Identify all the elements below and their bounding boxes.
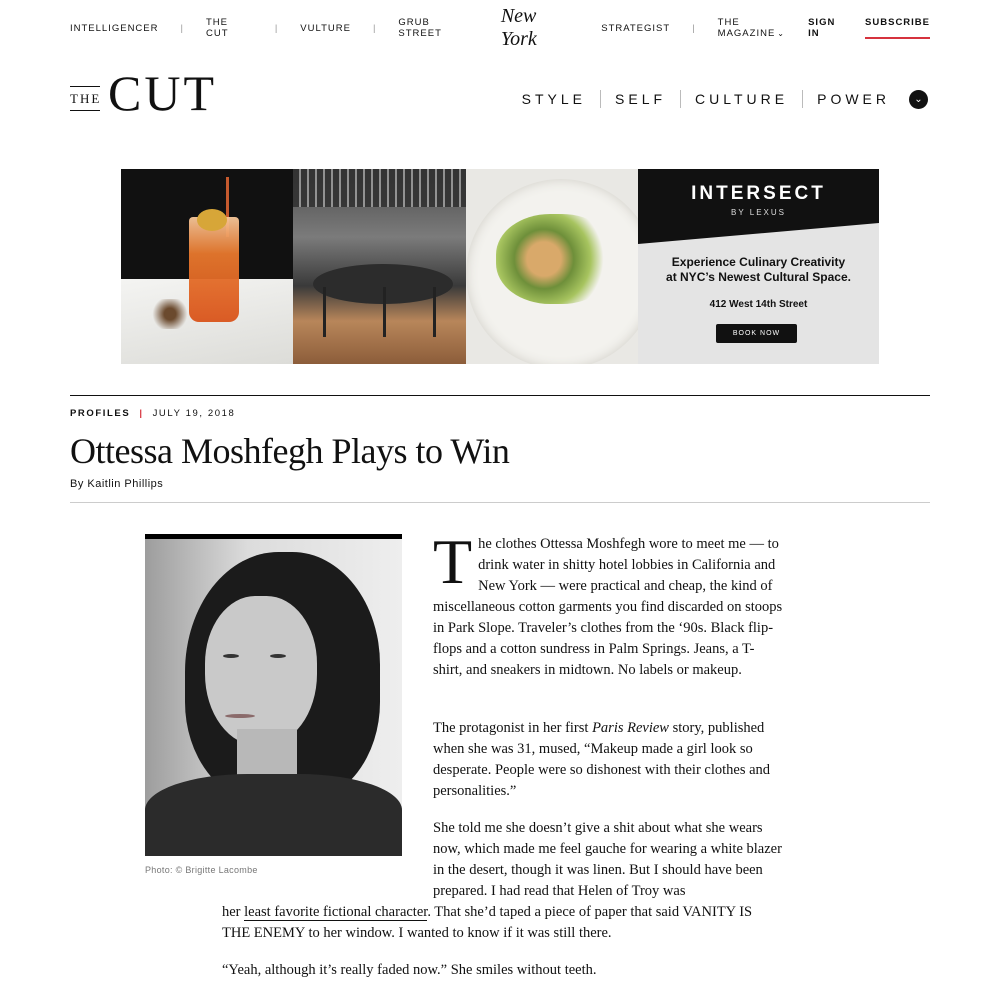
paragraph-1-text: he clothes Ottessa Moshfegh wore to meet me — to drink water in shitty hotel lobbies in California and New York — were practical and cheap, the kind of miscellaneous cotton garments you find discarded on stoops in Park Slope. Traveler’s clothes from the ‘90s. Black flip-flops and a cotton sundress in Palm Springs. Jeans, a T-shirt, and sneakers in midtown. No labels or makeup.: [433, 536, 783, 678]
publish-date: JULY 19, 2018: [152, 408, 236, 419]
paragraph-2-text-start: The protagonist in her first: [433, 720, 593, 736]
logo-the: THE: [70, 91, 102, 106]
nav-vulture[interactable]: VULTURE: [300, 22, 351, 34]
bar-stool: [383, 287, 386, 337]
menu-chevron-button[interactable]: [909, 90, 928, 109]
nav-strategist[interactable]: STRATEGIST: [601, 22, 671, 34]
ad-copy-panel: [638, 169, 879, 364]
bar-stool: [323, 287, 326, 337]
sign-in-link[interactable]: SIGN IN: [808, 17, 836, 39]
section-nav: [522, 90, 890, 108]
logo-cut: CUT: [108, 65, 217, 121]
section-divider: [802, 90, 803, 108]
section-self[interactable]: SELF: [615, 91, 667, 107]
author-link[interactable]: Kaitlin Phillips: [87, 478, 164, 490]
section-culture[interactable]: CULTURE: [695, 91, 789, 107]
byline: [70, 478, 163, 490]
nav-divider: |: [372, 22, 377, 34]
paragraph-3-part-2: [222, 902, 782, 944]
section-style[interactable]: STYLE: [521, 91, 587, 107]
portrait-sweater: [145, 774, 402, 856]
ad-dark-band: [638, 169, 879, 244]
paragraph-3-text-start: her: [222, 904, 245, 920]
ad-title: INTERSECT: [691, 183, 826, 204]
portrait-eye: [270, 654, 286, 658]
article-headline: Ottessa Moshfegh Plays to Win: [70, 431, 510, 471]
section-divider: [680, 90, 681, 108]
ad-address: 412 West 14th Street: [709, 299, 808, 310]
book-now-button[interactable]: BOOK NOW: [716, 324, 797, 343]
subscribe-link[interactable]: SUBSCRIBE: [865, 17, 930, 39]
lexus-ad-banner[interactable]: [121, 169, 879, 364]
the-cut-header: [70, 65, 930, 122]
ad-cocktail-image: [121, 169, 293, 364]
portrait-mouth: [225, 714, 255, 718]
least-favorite-character-link[interactable]: least favorite fictional character: [244, 904, 428, 920]
paragraph-2: [433, 718, 783, 802]
photo-caption: Photo: © Brigitte Lacombe: [145, 865, 258, 875]
cocktail-glass: [189, 217, 239, 322]
paragraph-1: [433, 526, 783, 681]
nav-grub-street[interactable]: GRUB STREET: [398, 17, 442, 39]
author-portrait-photo: [145, 534, 402, 856]
drop-cap: T: [433, 526, 473, 597]
section-divider: [600, 90, 601, 108]
portrait-eye: [223, 654, 239, 658]
ad-by-lexus: BY LEXUS: [731, 208, 786, 217]
nav-intelligencer[interactable]: INTELLIGENCER: [70, 22, 159, 34]
byline-prefix: By: [70, 478, 84, 490]
nav-the-magazine[interactable]: [718, 17, 808, 39]
paragraph-2-italic: Paris Review: [592, 720, 669, 736]
paragraph-3-text-end: . That she’d taped a piece of paper that said VANITY IS THE ENEMY to her window. I wanted to know if it was still there.: [222, 904, 753, 941]
bar-stool: [433, 287, 436, 337]
paragraph-3-part-1: She told me she doesn’t give a shit about what she wears now, which made me feel gauche for wearing a white blazer in the desert, though it was linen. But I should have been prepared. I had read that Helen of Troy was: [433, 820, 782, 899]
meta-divider: |: [139, 408, 144, 419]
nav-divider: |: [274, 22, 279, 34]
chevron-down-icon: ⌄: [914, 94, 923, 105]
ceiling-grid: [293, 169, 466, 207]
article-meta: [70, 408, 235, 419]
chevron-down-icon: ⌄: [777, 29, 785, 38]
nav-divider: |: [692, 22, 696, 34]
garnish: [197, 209, 227, 231]
nav-divider: |: [180, 22, 184, 34]
nav-the-cut[interactable]: THE CUT: [205, 17, 229, 39]
tea-leaves: [145, 299, 195, 329]
network-nav: [70, 0, 930, 56]
ad-tagline-1: Experience Culinary Creativity: [671, 255, 846, 269]
new-york-logo[interactable]: New York: [500, 5, 537, 50]
account-links: [808, 17, 930, 39]
dish: [496, 214, 616, 304]
section-power[interactable]: POWER: [817, 91, 890, 107]
ad-food-plate-image: [466, 169, 638, 364]
paragraph-2-text-end: story, published when she was 31, mused, “Makeup made a girl look so desperate. People were so dishonest with their clothes and personalities.”: [433, 720, 771, 799]
portrait-face: [205, 596, 317, 746]
rubric-link[interactable]: PROFILES: [70, 408, 131, 419]
ad-tagline-2: at NYC’s Newest Cultural Space.: [666, 270, 851, 284]
ad-bar-interior-image: [293, 169, 466, 364]
divider: [70, 502, 930, 503]
divider: [70, 395, 930, 396]
nav-the-magazine-label: THE MAGAZINE: [717, 17, 776, 39]
paragraph-4: “Yeah, although it’s really faded now.” She smiles without teeth.: [222, 962, 597, 978]
